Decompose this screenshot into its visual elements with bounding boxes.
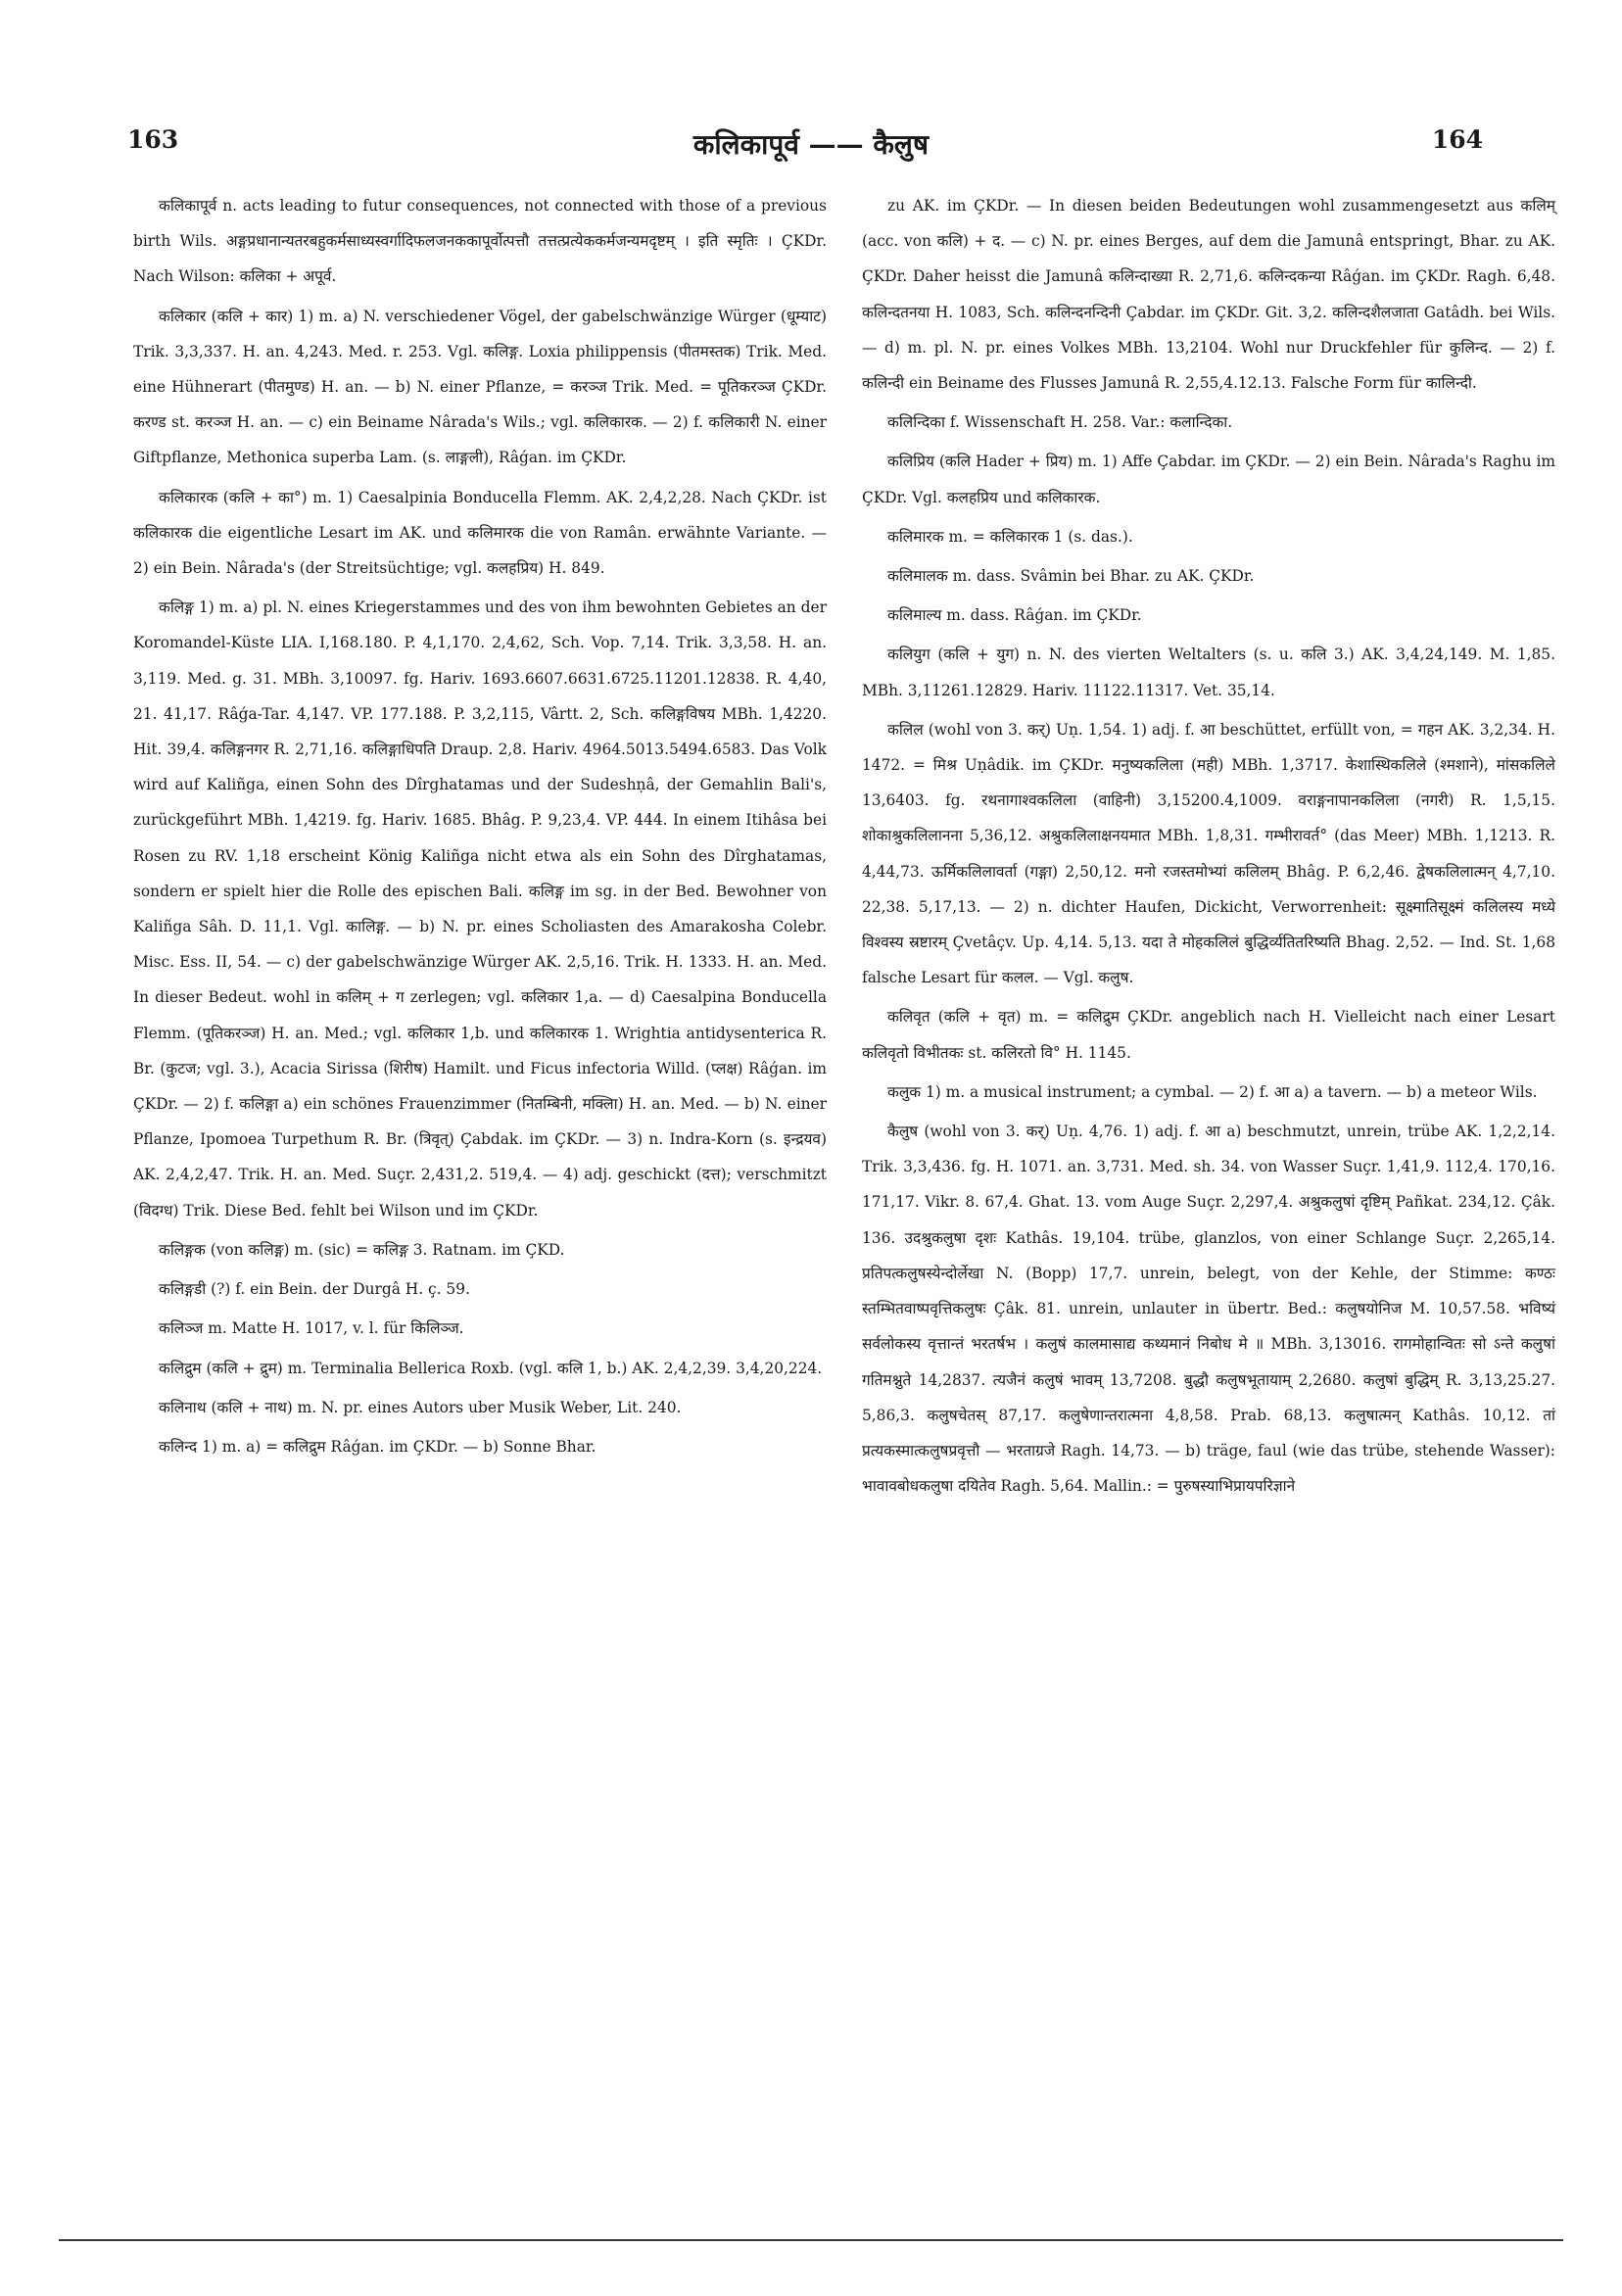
entry-kalimalaka: कलिमालक m. dass. Svâmin bei Bhar. zu AK. ÇKDr. [887, 567, 1255, 586]
entry-kalikara: कलिकार (कलि + कार) 1) m. a) N. verschiedener Vögel, der gabelschwänzige Würger (धूम्याट) Trik. 3,3,337. H. an. 4,243. Med. r. 253. Vgl. कलिङ्ग. Loxia philippensis (पीतमस्तक) Trik. Med. eine Hühnerart (पीतमुण्ड) H. an. — b) N. einer Pflanze, = करञ्ज Trik. Med. = पूतिकरञ्ज ÇKDr. करण्ड st. करञ्ज H. an. — c) ein Beiname Nârada's Wils.; vgl. कलिकारक. — 2) f. कलिकारी N. einer Giftpflanze, Methonica superba Lam. (s. लाङ्गली), Râǵan. im ÇKDr. [133, 307, 827, 467]
entry-kalinda-continued: zu AK. im ÇKDr. — In diesen beiden Bedeutungen wohl zusammengesetzt aus कलिम् (acc. von कलि) + द. — c) N. pr. eines Berges, auf dem die Jamunâ entspringt, Bhar. zu AK. ÇKDr. Daher heisst die Jamunâ कलिन्दाख्या R. 2,71,6. कलिन्दकन्या Râǵan. im ÇKDr. Ragh. 6,48. कलिन्दतनया H. 1083, Sch. कलिन्दनन्दिनी Çabdar. im ÇKDr. Git. 3,2. कलिन्दशैलजाता Gatâdh. bei Wils. — d) m. pl. N. pr. eines Volkes MBh. 13,2104. Wohl nur Druckfehler für कुलिन्द. — 2) f. कलिन्दी ein Beiname des Flusses Jamunâ R. 2,55,4.12.13. Falsche Form für कालिन्दी. [862, 197, 1555, 393]
entry-kalusha: कैलुष (wohl von 3. कर्) Uṇ. 4,76. 1) adj. f. आ a) beschmutzt, unrein, trübe AK. 1,2,2,14. Trik. 3,3,436. fg. H. 1071. an. 3,731. Med. sh. 34. von Wasser Suçr. 1,41,9. 112,4. 170,16. 171,17. Vikr. 8. 67,4. Ghat. 13. vom Auge Suçr. 2,297,4. अश्रुकलुषां दृष्टिम् Pañkat. 234,12. Çâk. 136. उदश्रुकलुषा दृशः Kathâs. 19,104. trübe, glanzlos, von einer Schlange Suçr. 2,265,14. प्रतिपत्कलुषस्येन्दोर्लेखा N. (Bopp) 17,7. unrein, belegt, von der Kehle, der Stimme: कण्ठः स्तम्भितवाष्पवृत्तिकलुषः Çâk. 81. unrein, unlauter in übertr. Bed.: कलुषयोनिज M. 10,57.58. भविष्यं सर्वलोकस्य वृत्तान्तं भरतर्षभ । कलुषं कालमासाद्य कथ्यमानं निबोध मे ॥ MBh. 3,13016. रागमोहान्वितः सो ऽन्ते कलुषां गतिमश्नुते 14,2837. त्यजैनं कलुषं भावम् 13,7208. बुद्धौ कलुषभूतायाम् 2,2680. कलुषां बुद्धिम् R. 3,13,25.27. 5,86,3. कलुषचेतस् 87,17. कलुषेणान्तरात्मना 4,8,58. Prab. 68,13. कलुषात्मन् Kathâs. 10,12. तां प्रत्यकस्मात्कलुषप्रवृत्तौ — भरताग्रजे Ragh. 14,73. — b) träge, faul (wie das trübe, stehende Wasser): भावावबोधकलुषा दयितेव Ragh. 5,64. Mallin.: = पुरुषस्याभिप्रायपरिज्ञाने [862, 1123, 1555, 1496]
right-column [862, 188, 1555, 1504]
entry-kaliyuga: कलियुग (कलि + युग) n. N. des vierten Weltalters (s. u. कलि 3.) AK. 3,4,24,149. M. 1,85. MBh. 3,11261.12829. Hariv. 11122.11317. Vet. 35,14. [862, 646, 1555, 699]
entry-kalimaraka: कलिमारक m. = कलिकारक 1 (s. das.). [887, 527, 1133, 546]
entry-kalikapurva: कलिकापूर्व n. acts leading to futur consequences, not connected with those of a previous birth Wils. अङ्गप्रधानान्यतरबहुकर्मसाध्यस्वर्गादिफलजनककापूर्वोत्पत्तौ तत्तत्प्रत्येककर्मजन्यमदृष्टम् । इति स्मृतिः । ÇKDr. Nach Wilson: कलिका + अपूर्व. [133, 197, 827, 286]
entry-kalinja: कलिञ्ज m. Matte H. 1017, v. l. für किलिञ्ज. [159, 1319, 464, 1338]
entry-kalikaraka: कलिकारक (कलि + का°) m. 1) Caesalpinia Bonducella Flemm. AK. 2,4,2,28. Nach ÇKDr. ist कलिकारक die eigentliche Lesart im AK. und कलिमारक die von Ramân. erwähnte Variante. — 2) ein Bein. Nârada's (der Streitsüchtige; vgl. कलहप्रिय) H. 849. [133, 488, 827, 578]
entry-kalidruma: कलिद्रुम (कलि + द्रुम) m. Terminalia Bellerica Roxb. (vgl. कलि 1, b.) AK. 2,4,2,39. 3,4,20,224. [159, 1359, 823, 1377]
entry-kalipriya: कलिप्रिय (कलि Hader + प्रिय) m. 1) Affe Çabdar. im ÇKDr. — 2) ein Bein. Nârada's Raghu im ÇKDr. Vgl. कलहप्रिय und कलिकारक. [862, 453, 1555, 506]
entry-kalingadi: कलिङ्गडी (?) f. ein Bein. der Durgâ H. ç. 59. [159, 1280, 470, 1299]
left-page-number: 163 [127, 125, 179, 154]
entry-kalinga: कलिङ्ग 1) m. a) pl. N. eines Kriegerstammes und des von ihm bewohnten Gebietes an der Koromandel-Küste LIA. I,168.180. P. 4,1,170. 2,4,62, Sch. Vop. 7,14. Trik. 3,3,58. H. an. 3,119. Med. g. 31. MBh. 3,10097. fg. Hariv. 1693.6607.6631.6725.11201.12838. R. 4,40, 21. 41,17. Râǵa-Tar. 4,147. VP. 177.188. P. 3,2,115, Vârtt. 2, Sch. कलिङ्गविषय MBh. 1,4220. Hit. 39,4. कलिङ्गनगर R. 2,71,16. कलिङ्गाधिपति Draup. 2,8. Hariv. 4964.5013.5494.6583. Das Volk wird auf Kaliñga, einen Sohn des Dîrghatamas und der Sudeshṇâ, der Gemahlin Bali's, zurückgeführt MBh. 1,4219. fg. Hariv. 1685. Bhâg. P. 9,23,4. VP. 444. In einem Itihâsa bei Rosen zu RV. 1,18 erscheint König Kaliñga nicht etwa als ein Sohn des Dîrghatamas, sondern er spielt hier die Rolle des epischen Bali. कलिङ्ग im sg. in der Bed. Bewohner von Kaliñga Sâh. D. 11,1. Vgl. कालिङ्ग. — b) N. pr. eines Scholiasten des Amarakosha Colebr. Misc. Ess. II, 54. — c) der gabelschwänzige Würger AK. 2,5,16. Trik. H. 1333. H. an. Med. In dieser Bedeut. wohl in कलिम् + ग zerlegen; vgl. कलिकार 1,a. — d) Caesalpina Bonducella Flemm. (पूतिकरञ्ज) H. an. Med.; vgl. कलिकार 1,b. und कलिकारक 1. Wrightia antidysenterica R. Br. (कुटज; vgl. 3.), Acacia Sirissa (शिरीष) Hamilt. und Ficus infectoria Willd. (प्लक्ष) Râǵan. im ÇKDr. — 2) f. कलिङ्गा a) ein schönes Frauenzimmer (नितम्बिनी, मक्लिा) H. an. Med. — b) N. einer Pflanze, Ipomoea Turpethum R. Br. (त्रिवृत्) Çabdak. im ÇKDr. — 3) n. Indra-Korn (s. इन्द्रयव) AK. 2,4,2,47. Trik. H. an. Med. Suçr. 2,431,2. 519,4. — 4) adj. geschickt (दत्त); verschmitzt (विदग्ध) Trik. Diese Bed. fehlt bei Wilson und im ÇKDr. [133, 598, 827, 1220]
bottom-rule [59, 2239, 1563, 2241]
running-title: कलिकापूर्व —— कैलुष [692, 128, 930, 161]
entry-kalindika: कलिन्दिका f. Wissenschaft H. 258. Var.: कलान्दिका. [887, 413, 1233, 432]
entry-kalimalya: कलिमाल्य m. dass. Râǵan. im ÇKDr. [887, 606, 1142, 625]
entry-kaluka: कलुक 1) m. a musical instrument; a cymbal. — 2) f. आ a) a tavern. — b) a meteor Wils. [887, 1082, 1538, 1101]
entry-kalingaka: कलिङ्गक (von कलिङ्ग) m. (sic) = कलिङ्ग 3. Ratnam. im ÇKD. [159, 1240, 565, 1259]
entry-kalinatha: कलिनाथ (कलि + नाथ) m. N. pr. eines Autors uber Musik Weber, Lit. 240. [159, 1398, 682, 1416]
right-page-number: 164 [1431, 125, 1483, 154]
entry-kalila: कलिल (wohl von 3. कर्) Uṇ. 1,54. 1) adj. f. आ beschüttet, erfüllt von, = गहन AK. 3,2,34. H. 1472. = मिश्र Uṇâdik. im ÇKDr. मनुष्यकलिला (मही) MBh. 1,3717. केशास्थिकलिले (श्मशाने), मांसकलिले 13,6403. fg. रथनागाश्वकलिला (वाहिनी) 3,15200.4,1009. वराङ्गनापानकलिला (नगरी) R. 1,5,15. शोकाश्रुकलिलानना 5,36,12. अश्रुकलिलाक्षनयमात MBh. 1,8,31. गम्भीरावर्त° (das Meer) MBh. 1,1213. R. 4,44,73. ऊर्मिकलिलावर्ता (गङ्गा) 2,50,12. मनो रजस्तमोभ्यां कलिलम् Bhâg. P. 6,2,46. द्वेषकलिलात्मन् 4,7,10. 22,38. 5,17,13. — 2) n. dichter Haufen, Dickicht, Verworrenheit: सूक्ष्मातिसूक्ष्मं कलिलस्य मध्ये विश्वस्य स्रष्टारम् Çvetâçv. Up. 4,14. 5,13. यदा ते मोहकलिलं बुद्धिर्व्यतितरिष्यति Bhag. 2,52. — Ind. St. 1,68 falsche Lesart für कलल. — Vgl. कलुष. [862, 720, 1555, 987]
left-column [133, 188, 827, 1464]
entry-kalivrta: कलिवृत (कलि + वृत) m. = कलिद्रुम ÇKDr. angeblich nach H. Vielleicht nach einer Lesart कलिवृतो विभीतकः st. कलिरतो वि° H. 1145. [862, 1008, 1555, 1062]
entry-kalinda: कलिन्द 1) m. a) = कलिद्रुम Râǵan. im ÇKDr. — b) Sonne Bhar. [159, 1437, 596, 1456]
